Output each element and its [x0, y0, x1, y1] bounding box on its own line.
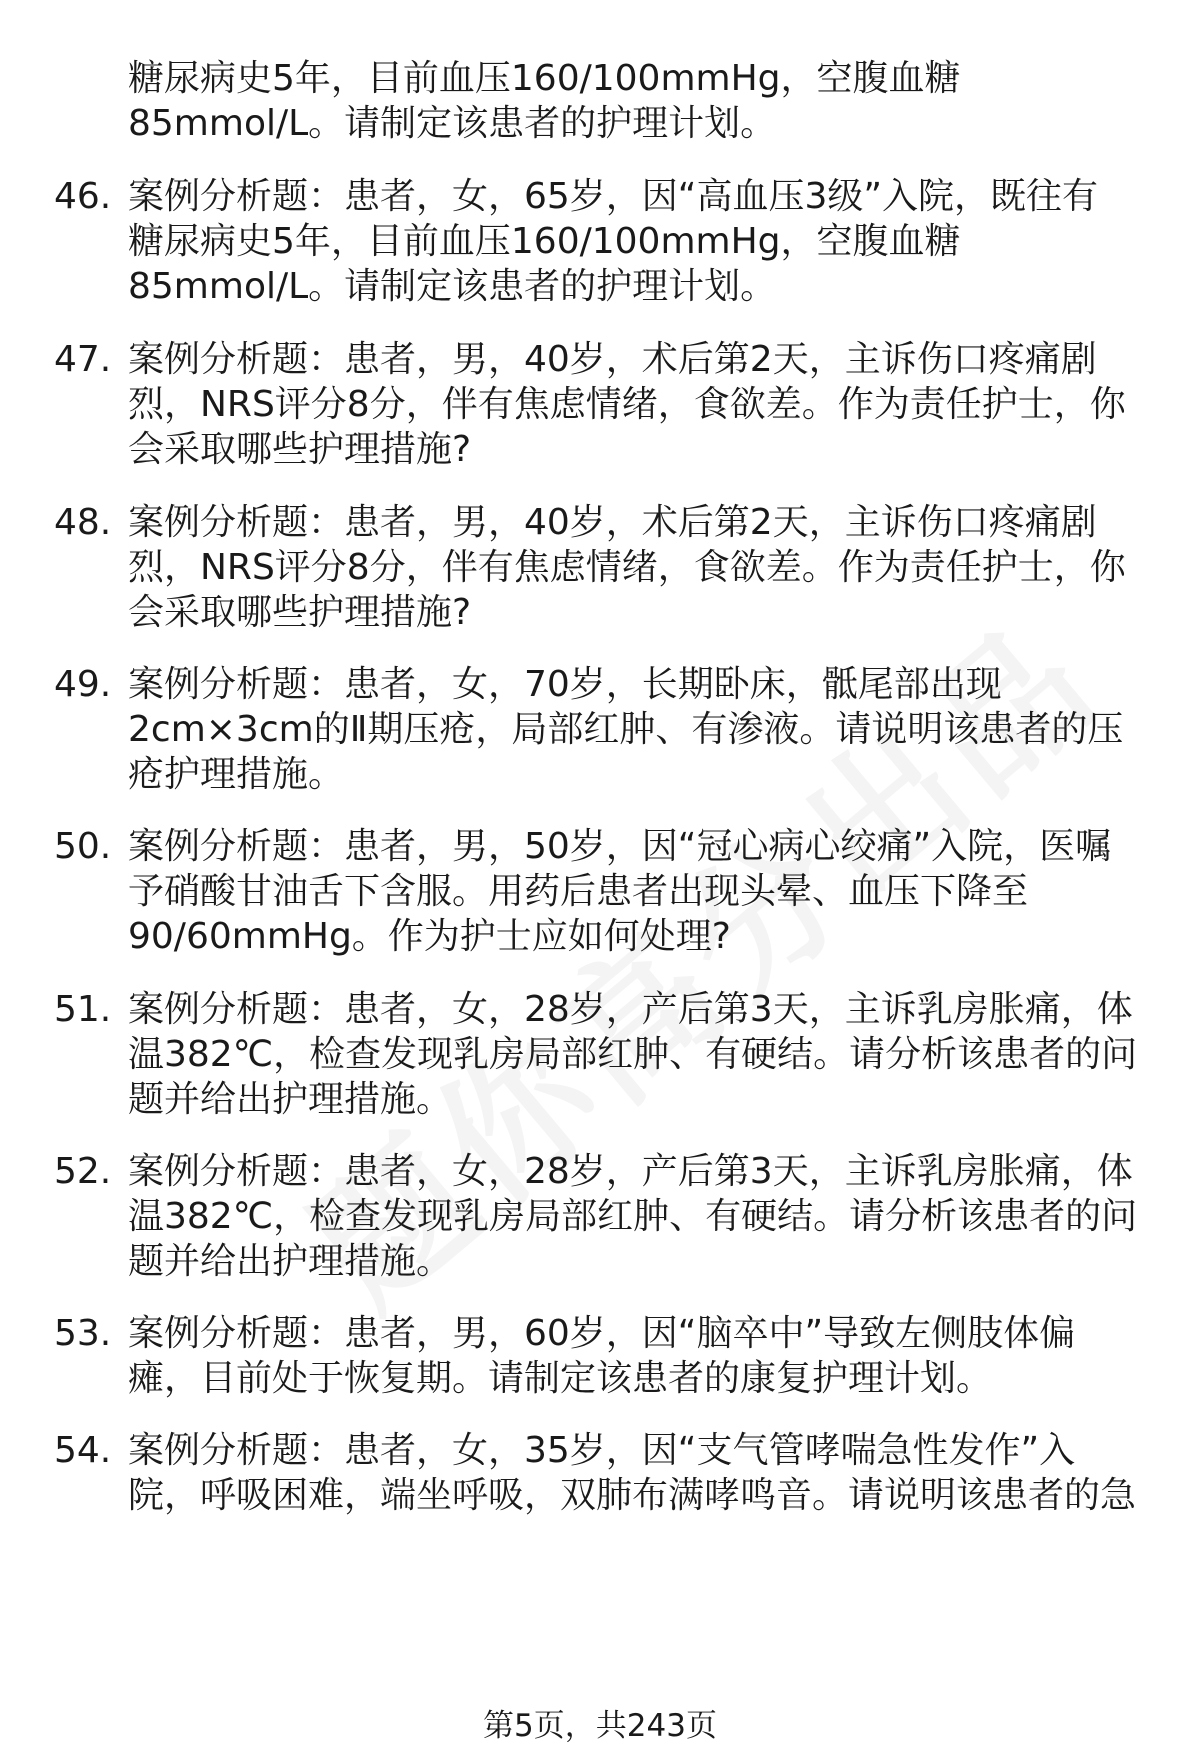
question-line: 会采取哪些护理措施? — [128, 592, 472, 633]
question-number: 46. — [54, 176, 112, 217]
question-line: 题并给出护理措施。 — [128, 1241, 453, 1282]
question-line: 烈，NRS评分8分，伴有焦虑情绪，食欲差。作为责任护士，你 — [128, 547, 1126, 588]
question-line: 85mmol/L。请制定该患者的护理计划。 — [128, 266, 777, 307]
question-line: 温382℃，检查发现乳房局部红肿、有硬结。请分析该患者的问 — [128, 1196, 1138, 1237]
question-line: 题并给出护理措施。 — [128, 1079, 453, 1120]
question-line: 案例分析题：患者，女，65岁，因“高血压3级”入院，既往有 — [128, 176, 1099, 217]
continued-line: 85mmol/L。请制定该患者的护理计划。 — [128, 103, 777, 144]
question-line: 案例分析题：患者，男，50岁，因“冠心病心绞痛”入院，医嘱 — [128, 826, 1112, 867]
question-line: 烈，NRS评分8分，伴有焦虑情绪，食欲差。作为责任护士，你 — [128, 384, 1126, 425]
question-line: 糖尿病史5年，目前血压160/100mmHg，空腹血糖 — [128, 221, 961, 262]
page-footer: 第5页，共243页 — [483, 1708, 717, 1744]
question-line: 院，呼吸困难，端坐呼吸，双肺布满哮鸣音。请说明该患者的急 — [128, 1475, 1137, 1516]
question-line: 90/60mmHg。作为护士应如何处理? — [128, 916, 731, 957]
question-line: 2cm×3cm的Ⅱ期压疮，局部红肿、有渗液。请说明该患者的压 — [128, 709, 1124, 750]
question-number: 47. — [54, 339, 112, 380]
question-number: 54. — [54, 1430, 112, 1471]
question-line: 疮护理措施。 — [128, 754, 345, 795]
question-line: 案例分析题：患者，男，40岁，术后第2天，主诉伤口疼痛剧 — [128, 339, 1097, 380]
question-line: 会采取哪些护理措施? — [128, 429, 472, 470]
continued-line: 糖尿病史5年，目前血压160/100mmHg，空腹血糖 — [128, 58, 961, 99]
question-line: 案例分析题：患者，女，35岁，因“支气管哮喘急性发作”入 — [128, 1430, 1076, 1471]
question-line: 案例分析题：患者，男，60岁，因“脑卒中”导致左侧肢体偏 — [128, 1313, 1076, 1354]
question-line: 案例分析题：患者，男，40岁，术后第2天，主诉伤口疼痛剧 — [128, 502, 1097, 543]
question-line: 案例分析题：患者，女，28岁，产后第3天，主诉乳房胀痛，体 — [128, 989, 1133, 1030]
question-number: 51. — [54, 989, 112, 1030]
question-number: 48. — [54, 502, 112, 543]
question-number: 53. — [54, 1313, 112, 1354]
question-number: 49. — [54, 664, 112, 705]
question-line: 案例分析题：患者，女，70岁，长期卧床，骶尾部出现 — [128, 664, 1002, 705]
question-line: 瘫，目前处于恢复期。请制定该患者的康复护理计划。 — [128, 1358, 993, 1399]
question-line: 予硝酸甘油舌下含服。用药后患者出现头晕、血压下降至 — [128, 871, 1029, 912]
question-number: 52. — [54, 1151, 112, 1192]
question-line: 案例分析题：患者，女，28岁，产后第3天，主诉乳房胀痛，体 — [128, 1151, 1133, 1192]
question-line: 温382℃，检查发现乳房局部红肿、有硬结。请分析该患者的问 — [128, 1034, 1138, 1075]
question-number: 50. — [54, 826, 112, 867]
